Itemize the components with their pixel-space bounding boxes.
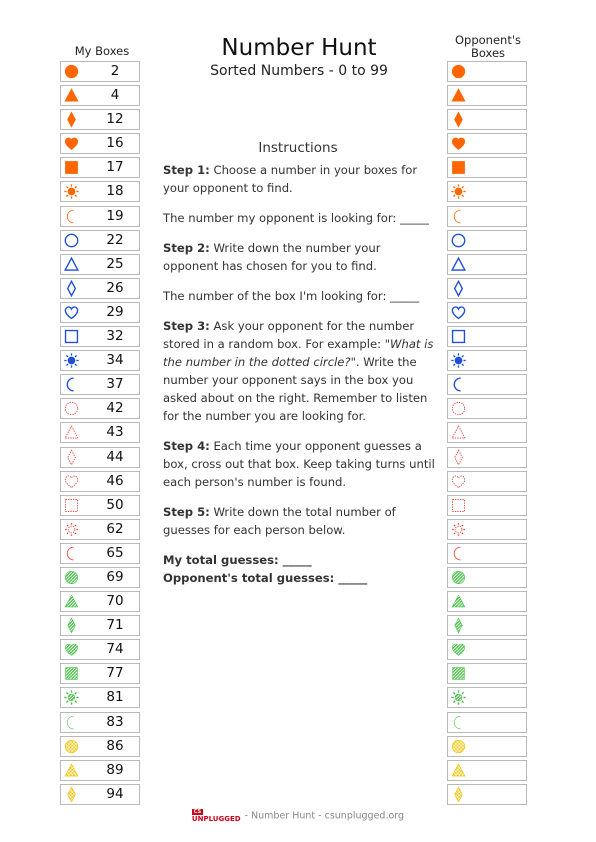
checked-triangle-icon [450, 762, 467, 779]
page-subtitle: Sorted Numbers - 0 to 99 [210, 63, 388, 79]
my-box[interactable] [60, 447, 140, 468]
step-5 [163, 503, 435, 539]
my-target-line: The number of the box I'm looking for: _____ [163, 289, 420, 303]
dotted-square-icon [63, 497, 80, 514]
footer [0, 809, 596, 823]
step-2 [163, 239, 435, 275]
opponent-box[interactable] [447, 422, 527, 443]
box-number: 71 [106, 617, 124, 634]
opponent-box[interactable] [447, 519, 527, 540]
opponent-total-guesses: Opponent's total guesses: _____ [163, 571, 368, 585]
checked-diamond-icon [450, 786, 467, 803]
opponent-box[interactable] [447, 543, 527, 564]
box-number: 26 [106, 279, 124, 296]
step-3-label: Step 3: [163, 319, 210, 333]
box-number: 25 [106, 255, 124, 272]
box-number: 34 [106, 352, 124, 369]
opponent-box[interactable] [447, 230, 527, 251]
solid-diamond-icon [450, 111, 467, 128]
outline-triangle-icon [450, 256, 467, 273]
box-number: 65 [106, 544, 124, 561]
solid-sun-icon [450, 352, 467, 369]
checked-diamond-icon [63, 786, 80, 803]
box-number: 46 [106, 472, 124, 489]
striped-triangle-icon [63, 593, 80, 610]
logo-top-text: CS [193, 809, 202, 815]
dotted-square-icon [450, 497, 467, 514]
footer-text: - Number Hunt - csunplugged.org [241, 810, 405, 822]
striped-circle-icon [63, 569, 80, 586]
box-number: 2 [110, 63, 120, 79]
step-1-text: Choose a number in your boxes for your opponent to find. [163, 163, 418, 195]
dotted-circle-icon [450, 400, 467, 417]
striped-sun-icon [450, 689, 467, 706]
dotted-moon-icon [63, 545, 80, 562]
opponent-box[interactable] [447, 109, 527, 130]
my-box[interactable] [60, 61, 140, 82]
step-4-label: Step 4: [163, 439, 210, 453]
my-box[interactable] [60, 784, 140, 805]
my-box[interactable] [60, 760, 140, 781]
my-box[interactable] [60, 326, 140, 347]
box-number: 77 [106, 665, 124, 682]
outline-circle-icon [450, 232, 467, 249]
box-number: 81 [106, 689, 124, 706]
striped-diamond-icon [63, 617, 80, 634]
striped-triangle-icon [450, 593, 467, 610]
outline-heart-icon [450, 304, 467, 321]
box-number: 89 [106, 761, 124, 778]
striped-heart-icon [450, 641, 467, 658]
outline-square-icon [63, 328, 80, 345]
my-box[interactable] [60, 663, 140, 684]
box-number: 70 [106, 593, 124, 610]
striped-moon-icon [450, 714, 467, 731]
dotted-heart-icon [450, 473, 467, 490]
my-box[interactable] [60, 278, 140, 299]
step-2-label: Step 2: [163, 241, 210, 255]
step-5-text: Write down the total number of guesses for each person below. [163, 505, 396, 537]
solid-heart-icon [63, 135, 80, 152]
opponent-box[interactable] [447, 567, 527, 588]
box-number: 74 [106, 641, 124, 658]
opponent-box[interactable] [447, 206, 527, 227]
box-number: 19 [106, 207, 124, 224]
step-3-example: "What is the number in the dotted circle?" [163, 337, 434, 369]
my-box[interactable] [60, 591, 140, 612]
box-number: 94 [106, 785, 124, 802]
my-box[interactable] [60, 422, 140, 443]
opponent-box[interactable] [447, 663, 527, 684]
outline-diamond-icon [450, 280, 467, 297]
solid-square-icon [63, 159, 80, 176]
outline-circle-icon [63, 232, 80, 249]
my-box[interactable] [60, 567, 140, 588]
box-number: 69 [106, 568, 124, 585]
my-box[interactable] [60, 543, 140, 564]
opponent-box[interactable] [447, 784, 527, 805]
solid-triangle-icon [63, 87, 80, 104]
box-number: 17 [106, 159, 124, 176]
my-box[interactable] [60, 471, 140, 492]
solid-square-icon [450, 159, 467, 176]
opponent-box[interactable] [447, 326, 527, 347]
opponent-box[interactable] [447, 639, 527, 660]
solid-moon-icon [450, 208, 467, 225]
opponent-target-line: The number my opponent is looking for: _____ [163, 211, 429, 225]
my-total-guesses: My total guesses: _____ [163, 553, 312, 567]
dotted-circle-icon [63, 400, 80, 417]
solid-circle-icon [63, 63, 80, 80]
my-box[interactable] [60, 206, 140, 227]
checked-circle-icon [450, 738, 467, 755]
outline-square-icon [450, 328, 467, 345]
solid-triangle-icon [450, 87, 467, 104]
my-box[interactable] [60, 519, 140, 540]
opponent-box[interactable] [447, 254, 527, 275]
step-4-text: Each time your opponent guesses a box, cross out that box. Keep taking turns until each person's number is found. [163, 439, 435, 489]
outline-triangle-icon [63, 256, 80, 273]
solid-circle-icon [450, 63, 467, 80]
opponent-box[interactable] [447, 133, 527, 154]
page-title: Number Hunt [221, 35, 377, 61]
box-number: 29 [106, 303, 124, 320]
opponent-box[interactable] [447, 712, 527, 733]
box-number: 18 [106, 183, 124, 200]
opponent-box[interactable] [447, 278, 527, 299]
my-boxes-column [60, 61, 140, 808]
dotted-moon-icon [450, 545, 467, 562]
outline-moon-icon [450, 376, 467, 393]
opponent-box[interactable] [447, 85, 527, 106]
solid-sun-icon [63, 352, 80, 369]
solid-diamond-icon [63, 111, 80, 128]
my-box[interactable] [60, 350, 140, 371]
opponent-box[interactable] [447, 447, 527, 468]
opponent-box[interactable] [447, 181, 527, 202]
box-number: 43 [106, 424, 124, 441]
box-number: 42 [106, 400, 124, 417]
solid-sun-icon [450, 183, 467, 200]
striped-circle-icon [450, 569, 467, 586]
solid-sun-icon [63, 183, 80, 200]
my-boxes-heading: My Boxes [74, 44, 130, 58]
box-number: 86 [106, 737, 124, 754]
solid-heart-icon [450, 135, 467, 152]
striped-diamond-icon [450, 617, 467, 634]
opponent-box[interactable] [447, 736, 527, 757]
opponent-box[interactable] [447, 398, 527, 419]
dotted-triangle-icon [450, 424, 467, 441]
opponent-box[interactable] [447, 615, 527, 636]
box-number: 12 [106, 111, 124, 128]
step-4 [163, 437, 435, 491]
step-3-text-b: . Write the number your opponent says in the box you asked about on the right. Remember to listen for the number you are looking for. [163, 355, 428, 423]
my-box[interactable] [60, 109, 140, 130]
my-box[interactable] [60, 639, 140, 660]
my-box[interactable] [60, 302, 140, 323]
step-1 [163, 161, 435, 197]
box-number: 83 [106, 713, 124, 730]
step-1-label: Step 1: [163, 163, 210, 177]
box-number: 4 [110, 87, 120, 104]
checked-circle-icon [63, 738, 80, 755]
my-box[interactable] [60, 254, 140, 275]
my-box[interactable] [60, 374, 140, 395]
my-box[interactable] [60, 181, 140, 202]
my-box[interactable] [60, 230, 140, 251]
opponent-box[interactable] [447, 591, 527, 612]
step-3 [163, 317, 435, 425]
dotted-diamond-icon [450, 449, 467, 466]
cs-unplugged-logo [192, 809, 241, 823]
opponent-box[interactable] [447, 350, 527, 371]
logo-bottom-text: UNPLUGGED [191, 815, 241, 823]
dotted-heart-icon [63, 473, 80, 490]
opponent-boxes-heading: Opponent's Boxes [454, 33, 521, 60]
opponent-boxes-column [447, 61, 527, 808]
checked-triangle-icon [63, 762, 80, 779]
opponent-box[interactable] [447, 471, 527, 492]
striped-square-icon [63, 665, 80, 682]
step-2-text: Write down the number your opponent has chosen for you to find. [163, 241, 381, 273]
outline-diamond-icon [63, 280, 80, 297]
striped-moon-icon [63, 714, 80, 731]
outline-heart-icon [63, 304, 80, 321]
striped-heart-icon [63, 641, 80, 658]
my-box[interactable] [60, 736, 140, 757]
step-3-text-a: Ask your opponent for the number stored in a random box. For example: [163, 319, 415, 351]
step-5-label: Step 5: [163, 505, 210, 519]
dotted-sun-icon [63, 521, 80, 538]
dotted-diamond-icon [63, 449, 80, 466]
box-number: 22 [106, 231, 124, 248]
my-box[interactable] [60, 85, 140, 106]
opponent-box[interactable] [447, 760, 527, 781]
opponent-box[interactable] [447, 302, 527, 323]
instructions-body [163, 161, 435, 587]
box-number: 32 [106, 328, 124, 345]
opponent-box[interactable] [447, 157, 527, 178]
striped-square-icon [450, 665, 467, 682]
opponent-box[interactable] [447, 374, 527, 395]
opponent-box[interactable] [447, 687, 527, 708]
outline-moon-icon [63, 376, 80, 393]
box-number: 16 [106, 135, 124, 152]
my-box[interactable] [60, 615, 140, 636]
box-number: 44 [106, 448, 124, 465]
striped-sun-icon [63, 689, 80, 706]
my-box[interactable] [60, 157, 140, 178]
my-box[interactable] [60, 398, 140, 419]
box-number: 62 [106, 520, 124, 537]
dotted-sun-icon [450, 521, 467, 538]
solid-moon-icon [63, 208, 80, 225]
instructions-heading: Instructions [258, 140, 338, 156]
my-box[interactable] [60, 712, 140, 733]
opponent-box[interactable] [447, 495, 527, 516]
box-number: 50 [106, 496, 124, 513]
box-number: 37 [106, 376, 124, 393]
my-box[interactable] [60, 495, 140, 516]
dotted-triangle-icon [63, 424, 80, 441]
my-box[interactable] [60, 133, 140, 154]
my-box[interactable] [60, 687, 140, 708]
opponent-box[interactable] [447, 61, 527, 82]
